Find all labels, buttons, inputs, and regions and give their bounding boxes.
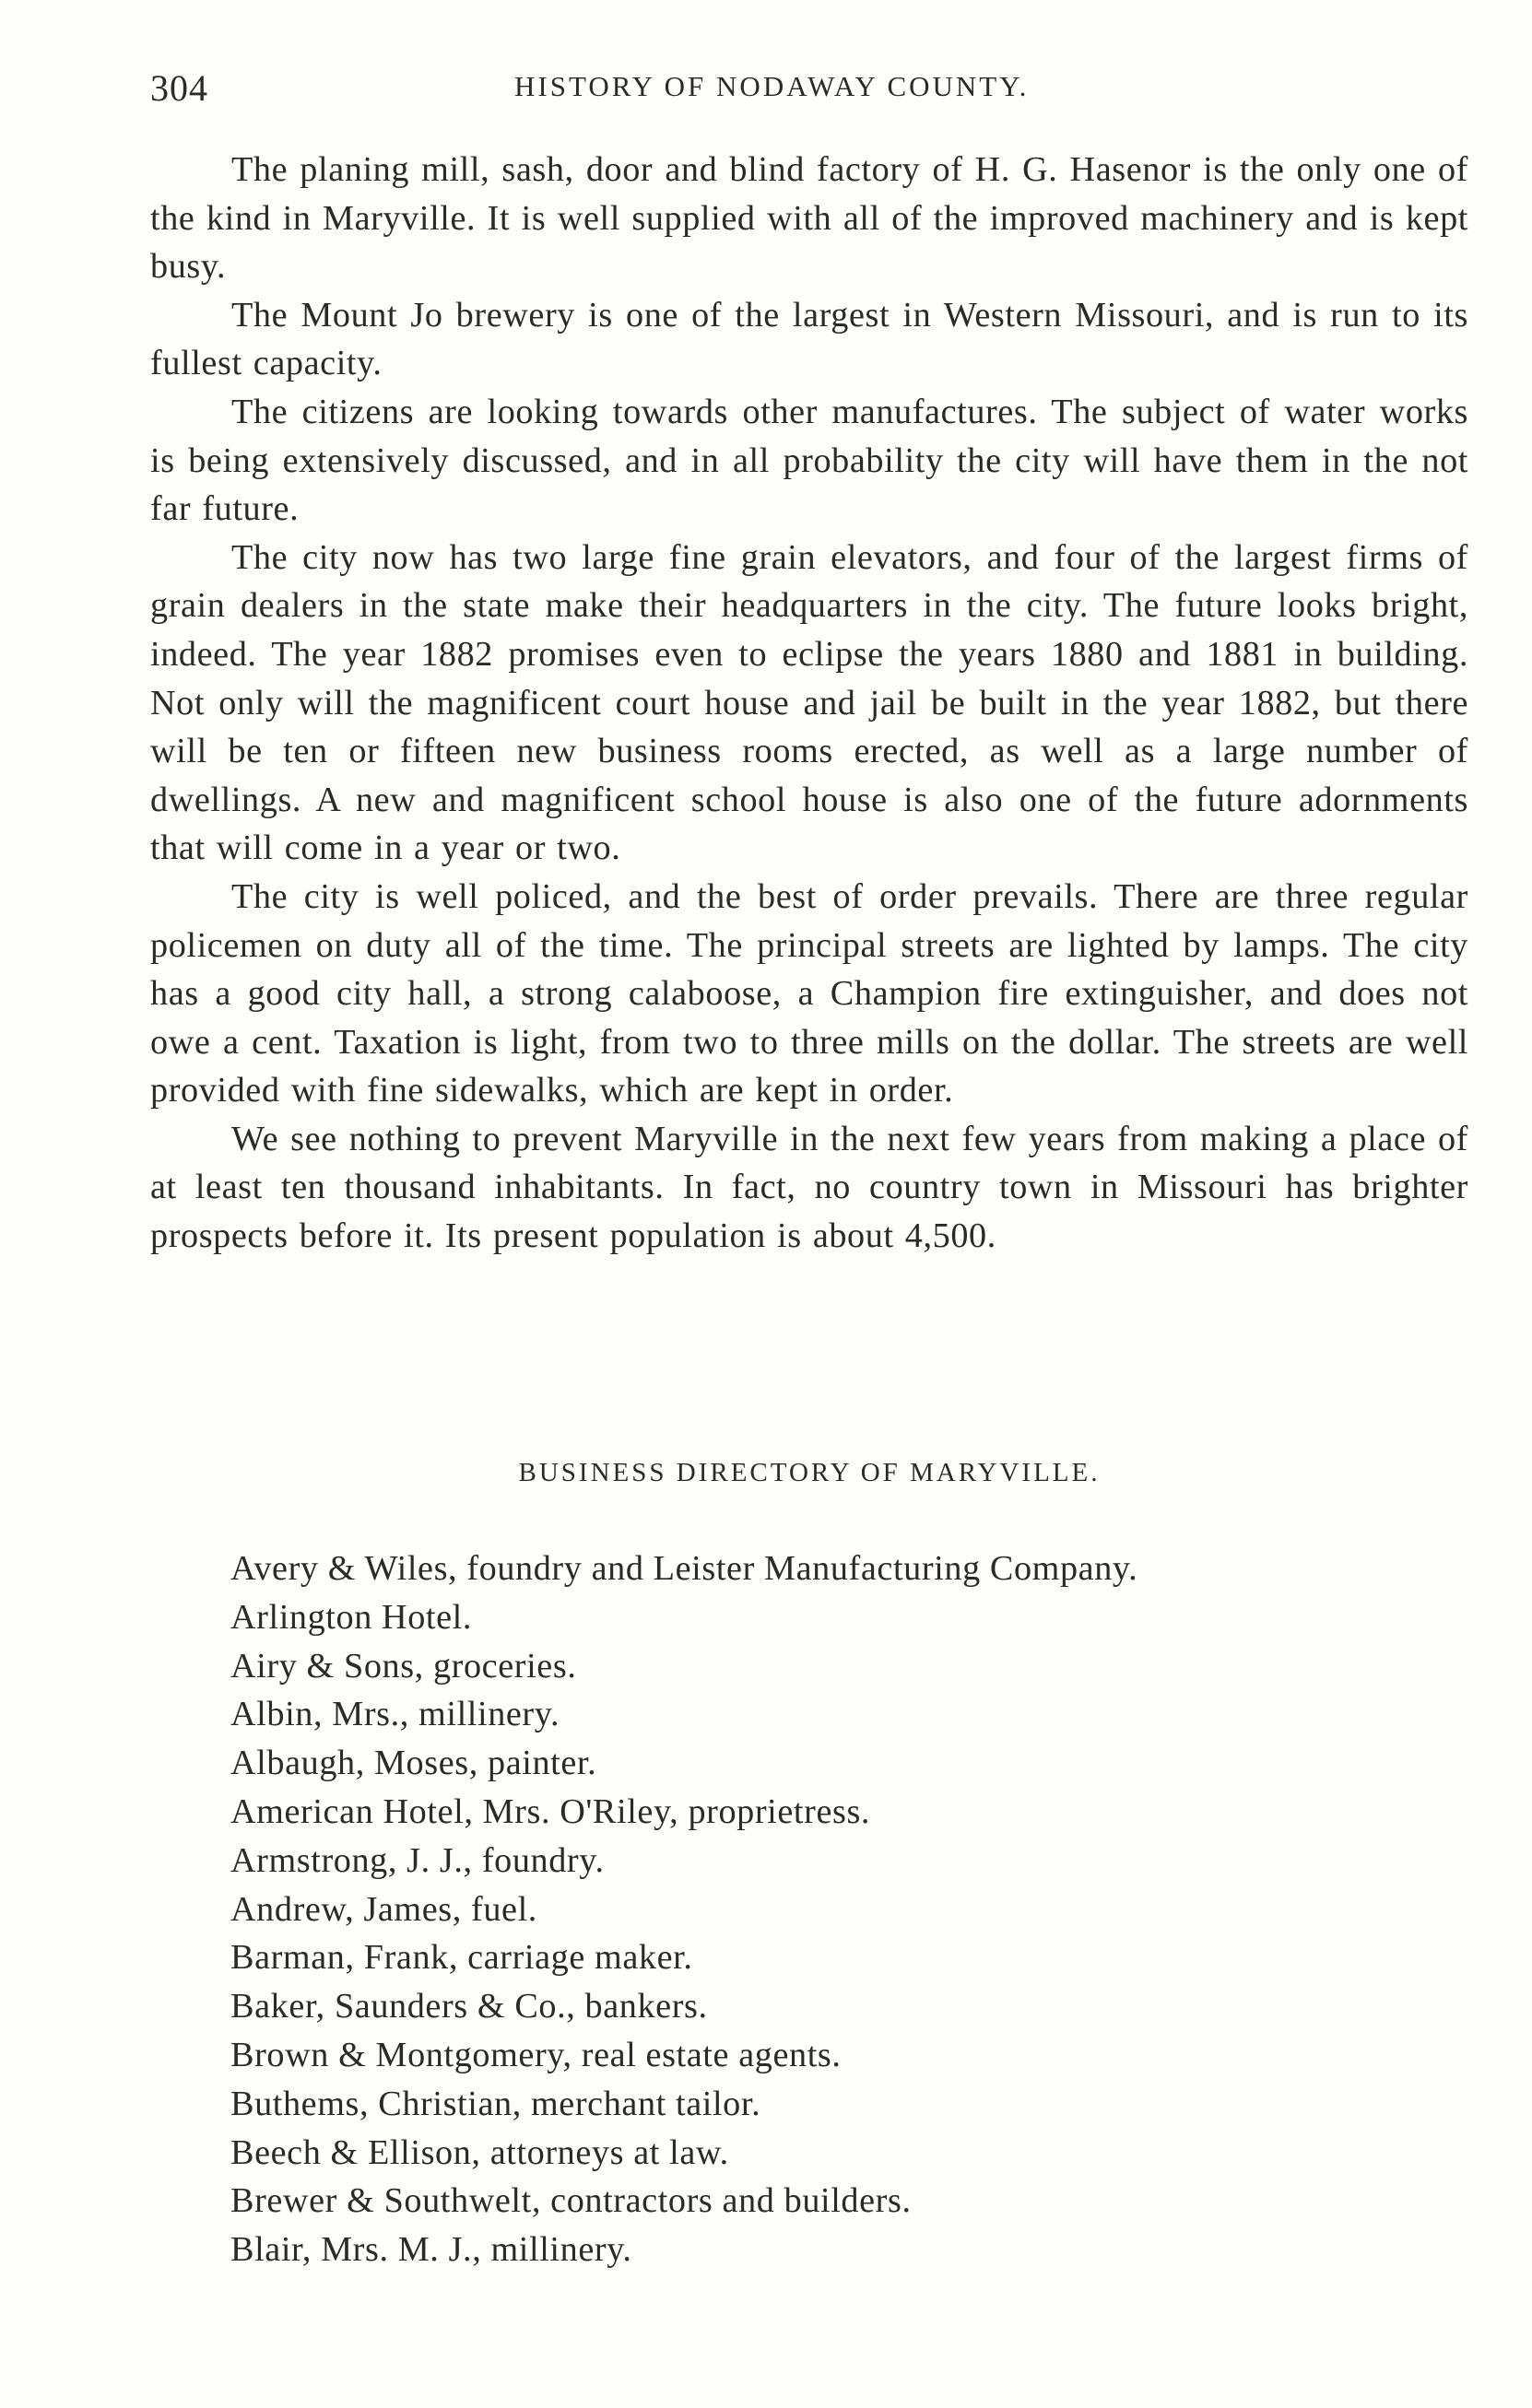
directory-entry: Brewer & Southwelt, contractors and builders. bbox=[230, 2181, 912, 2221]
directory-entry: Blair, Mrs. M. J., millinery. bbox=[230, 2230, 632, 2270]
directory-entry: Buthems, Christian, merchant tailor. bbox=[230, 2084, 761, 2123]
paragraph-policing: The city is well policed, and the best of order prevails. There are three regular policemen on duty all of the time. The principal streets are lighted by lamps. The city has a good city hall, a strong calaboose, a Champion fire extinguisher, and does not owe a cent. Taxation is light, from two to three mills on the dollar. The streets are well provided with fine sidewalks, which are kept in order. bbox=[150, 876, 1468, 1110]
paragraph-grain-elevators: The city now has two large fine grain elevators, and four of the largest firms of grain dealers in the state make their headquarters in the city. The future looks bright, indeed. The year 1882 promises even to eclipse the years 1880 and 1881 in building. Not only will the magnificent court house and jail be built in the year 1882, but there will be ten or fifteen new business rooms erected, as well as a large number of dwellings. A new and magnificent school house is also one of the future adornments that will come in a year or two. bbox=[150, 537, 1468, 868]
directory-entry: Brown & Montgomery, real estate agents. bbox=[230, 2035, 842, 2074]
directory-entry: Armstrong, J. J., foundry. bbox=[230, 1840, 605, 1880]
body-text bbox=[150, 146, 1468, 1261]
directory-entry: Albaugh, Moses, painter. bbox=[230, 1744, 597, 1783]
directory-entry: Avery & Wiles, foundry and Leister Manufacturing Company. bbox=[230, 1549, 1138, 1588]
business-directory-list bbox=[230, 1545, 1466, 2274]
directory-entry: Beech & Ellison, attorneys at law. bbox=[230, 2132, 729, 2172]
directory-entry: Albin, Mrs., millinery. bbox=[230, 1695, 560, 1734]
paragraph-planing-mill: The planing mill, sash, door and blind factory of H. G. Hasenor is the only one of the kind in Maryville. It is well supplied with all of the improved machinery and is kept busy. bbox=[150, 150, 1468, 287]
directory-heading: BUSINESS DIRECTORY OF MARYVILLE. bbox=[518, 1458, 1101, 1487]
running-head bbox=[150, 57, 1468, 112]
directory-entry: Baker, Saunders & Co., bankers. bbox=[230, 1987, 708, 2026]
directory-entry: Barman, Frank, carriage maker. bbox=[230, 1938, 693, 1978]
directory-entry: Andrew, James, fuel. bbox=[230, 1889, 537, 1929]
running-title: HISTORY OF NODAWAY COUNTY. bbox=[514, 70, 1030, 102]
directory-entry: Airy & Sons, groceries. bbox=[230, 1646, 577, 1686]
page-number: 304 bbox=[150, 67, 208, 109]
directory-entry: Arlington Hotel. bbox=[230, 1597, 473, 1637]
directory-entry: American Hotel, Mrs. O'Riley, proprietress. bbox=[230, 1791, 871, 1831]
paragraph-brewery: The Mount Jo brewery is one of the largest in Western Missouri, and is run to its fullest capacity. bbox=[150, 295, 1468, 383]
paragraph-manufactures: The citizens are looking towards other manufactures. The subject of water works is being extensively discussed, and in all probability the city will have them in the not far future. bbox=[150, 392, 1468, 529]
paragraph-prospects: We see nothing to prevent Maryville in the next few years from making a place of at least ten thousand inhabitants. In fact, no country town in Missouri has brighter prospects before it. Its present population is about 4,500. bbox=[150, 1119, 1468, 1256]
